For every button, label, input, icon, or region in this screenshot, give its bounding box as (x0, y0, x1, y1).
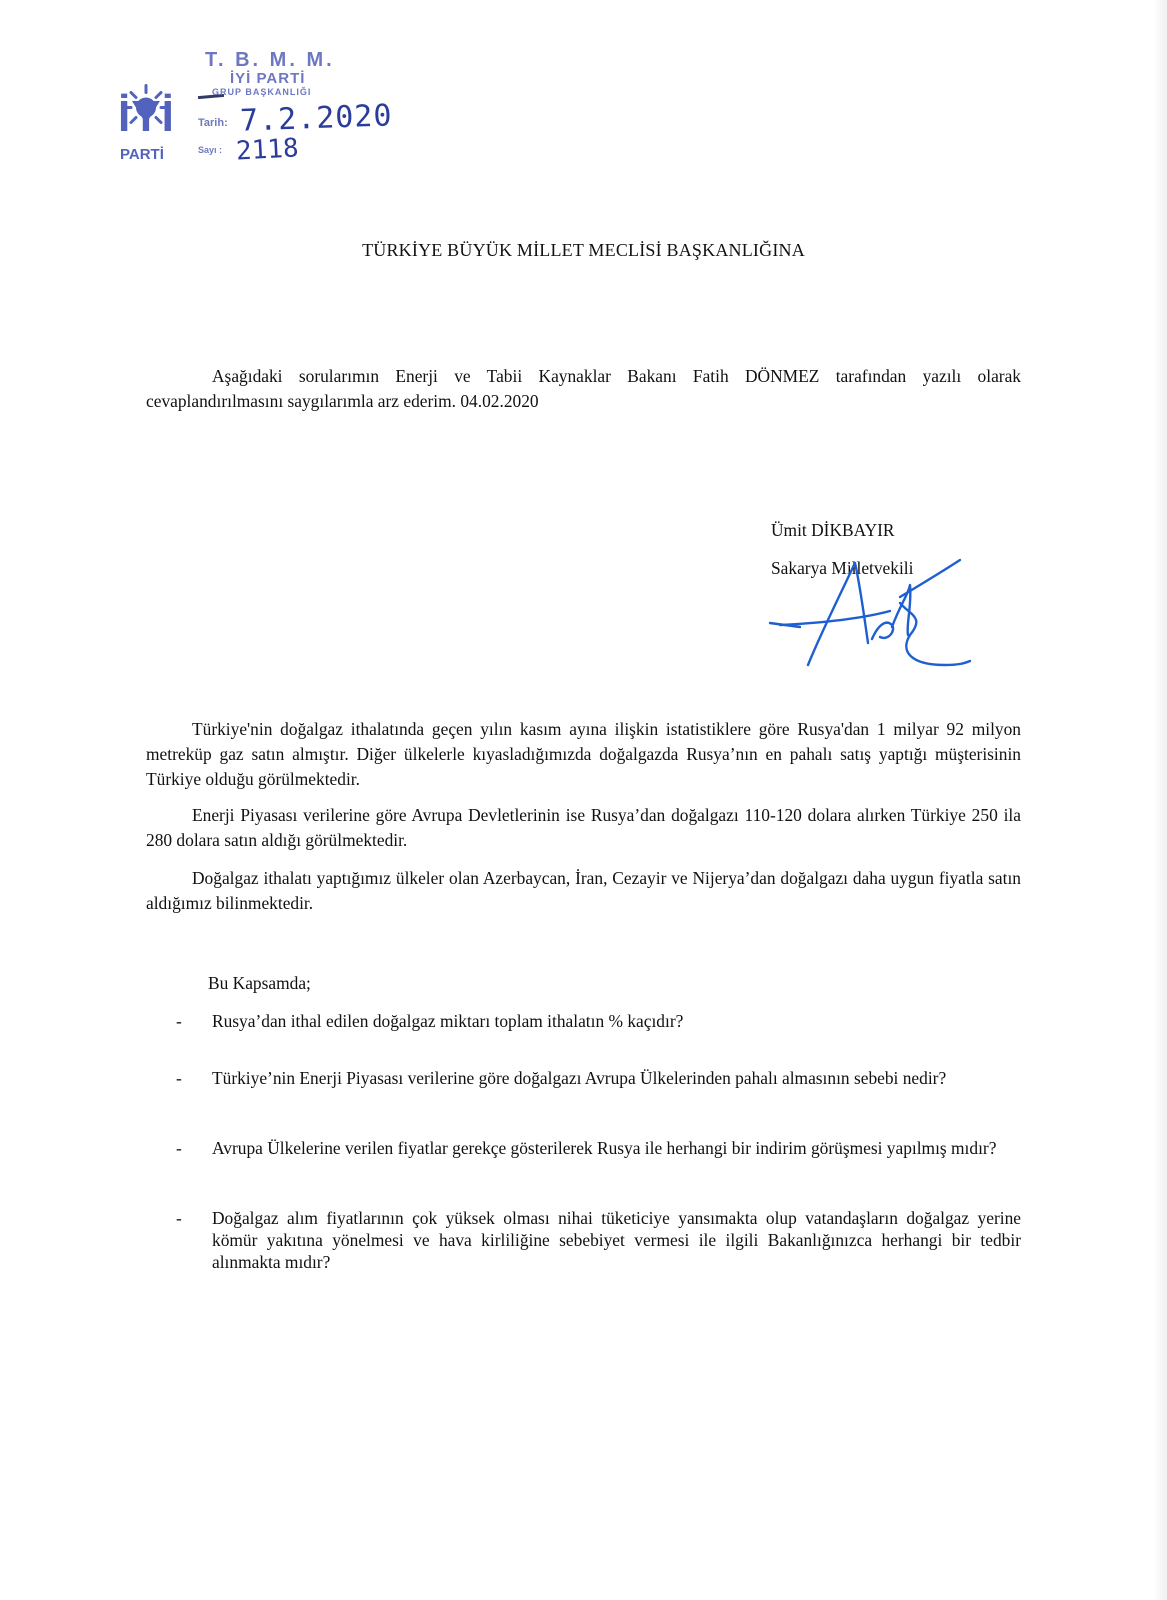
list-dash: - (176, 1208, 182, 1228)
stamp-org-line3: GRUP BAŞKANLIĞI (212, 87, 312, 97)
signer-name: Ümit DİKBAYIR (771, 520, 895, 540)
question-text: Avrupa Ülkelerine verilen fiyatlar gerekçe gösterilerek Rusya ile herhangi bir indirim görüşmesi yapılmış mıdır? (212, 1138, 997, 1158)
body-paragraph-1: Türkiye'nin doğalgaz ithalatında geçen yılın kasım ayına ilişkin istatistiklere göre Rusya'dan 1 milyar 92 milyon metreküp gaz satın almıştır. Diğer ülkelerle kıyasladığımızda doğalgazda Rusya’nın en pahalı satış yaptığı müşterisinin Türkiye olduğu görülmektedir. (146, 719, 1021, 789)
list-dash: - (176, 1138, 182, 1158)
stamp-date-value: 7.2.2020 (239, 98, 394, 139)
list-item (146, 1137, 1021, 1207)
stamp-org-line2: İYİ PARTİ (230, 70, 306, 87)
handwritten-signature-icon (760, 555, 980, 675)
list-item (146, 1207, 1021, 1277)
list-dash: - (176, 1011, 182, 1031)
question-text: Rusya’dan ithal edilen doğalgaz miktarı toplam ithalatın % kaçıdır? (212, 1011, 684, 1031)
party-stamp (110, 45, 440, 175)
questions-list (146, 1010, 1021, 1277)
body-paragraph-2: Enerji Piyasası verilerine göre Avrupa Devletlerinin ise Rusya’dan doğalgazı 110-120 dolara alırken Türkiye 250 ila 280 dolara satın aldığı görülmektedir. (146, 805, 1021, 850)
intro-paragraph: Aşağıdaki sorularımın Enerji ve Tabii Kaynaklar Bakanı Fatih DÖNMEZ tarafından yazılı olarak cevaplandırılmasını saygılarımla arz ederim. 04.02.2020 (146, 366, 1021, 411)
questions-intro: Bu Kapsamda; (208, 973, 311, 993)
signer-title: Sakarya Milletvekili (771, 558, 914, 578)
list-item (146, 1067, 1021, 1137)
stamp-org-line1: T. B. M. M. (205, 49, 335, 71)
page-title: TÜRKİYE BÜYÜK MİLLET MECLİSİ BAŞKANLIĞINA (362, 240, 805, 260)
question-text: Doğalgaz alım fiyatlarının çok yüksek olması nihai tüketiciye yansımakta olup vatandaşların doğalgaz yerine kömür yakıtına yönelmesi ve hava kirliliğine sebebiyet vermesi ile ilgili Bakanlığınızca herhangi bir tedbir alınmakta mıdır? (212, 1208, 1021, 1272)
list-item (146, 1010, 1021, 1067)
question-text: Türkiye’nin Enerji Piyasası verilerine göre doğalgazı Avrupa Ülkelerinden pahalı almasının sebebi nedir? (212, 1068, 947, 1088)
stamp-date-label: Tarih: (198, 117, 228, 129)
stamp-number-label: Sayı : (198, 145, 223, 155)
list-dash: - (176, 1068, 182, 1088)
body-paragraph-3: Doğalgaz ithalatı yaptığımız ülkeler olan Azerbaycan, İran, Cezayir ve Nijerya’dan doğalgazı daha uygun fiyatla satın aldığımız bilinmektedir. (146, 868, 1021, 913)
stamp-number-value: 2118 (235, 133, 300, 167)
logo-text: İYİ (118, 92, 175, 141)
logo-subtext: PARTİ (120, 146, 164, 163)
